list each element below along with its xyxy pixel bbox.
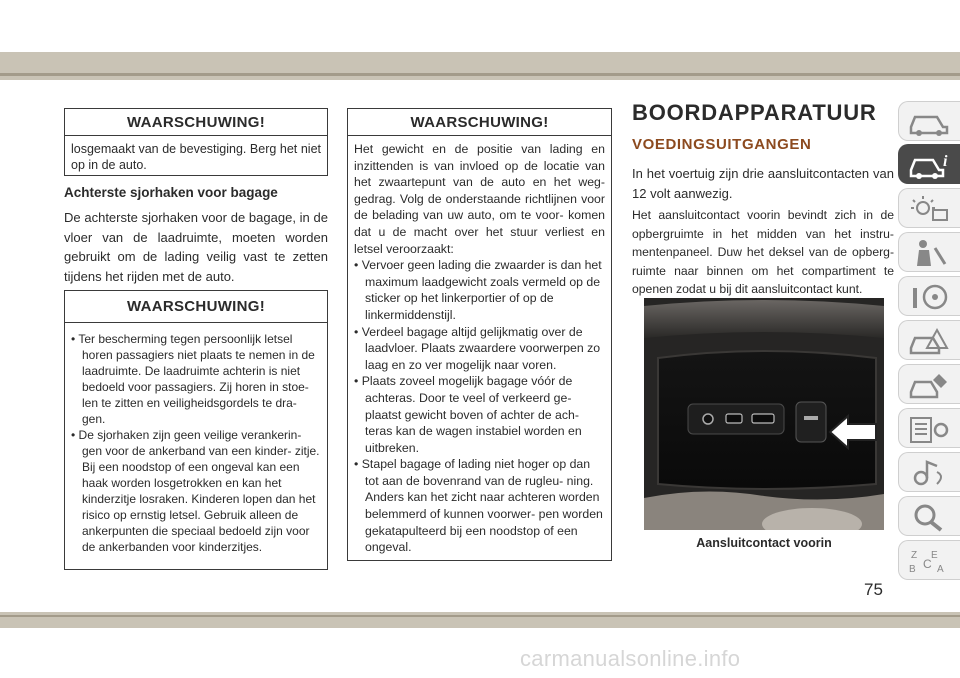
warning-box-continued [64, 108, 328, 176]
svg-text:B: B [909, 564, 916, 575]
outlets-paragraph-1: In het voertuig zijn drie aansluitcontacten van 12 volt aanwezig. [632, 166, 894, 201]
section-heading-tiedown: Achterste sjorhaken voor bagage [64, 185, 278, 200]
tiedown-paragraph: De achterste sjorhaken voor de bagage, in de vloer van de laadruimte, moeten worden gebruikt om de lading veilig vast te zetten tijdens het rijden met de auto. [64, 210, 328, 284]
warning-body [348, 136, 611, 562]
warning-body [65, 323, 327, 561]
warning-bullet: • Ter bescherming tegen persoonlijk letsel horen passagiers niet plaats te nemen in de laadruimte. De laadruimte achterin is niet bedoeld voor passagiers. Zij horen in stoe- len te zitten en veiligheidsgordels te dra- gen. [71, 331, 321, 427]
loading-bullet: • Verdeel bagage altijd gelijkmatig over de laadvloer. Plaats zwaardere voorwerpen zo laag en zo ver mogelijk naar voren. [354, 324, 605, 374]
tab-index-search[interactable] [898, 496, 960, 536]
warning-box-loading [347, 108, 612, 561]
loading-intro: Het gewicht en de positie van lading en inzittenden is van invloed op de locatie van het zwaartepunt van de auto en het weg- gedrag. Volg de onderstaande richtlijnen voor de belading van uw auto, om te voor- komen dat u de macht over het stuur verliest en letsel veroorzaakt: [354, 142, 605, 256]
warning-body [65, 136, 327, 180]
header-stripe [0, 73, 960, 76]
section-title: BOORDAPPARATUUR [632, 100, 877, 125]
tab-starting[interactable] [898, 276, 960, 316]
power-outlet-photo [644, 298, 884, 530]
warning-title: WAARSCHUWING! [65, 291, 327, 323]
starting-driving-icon [907, 282, 951, 312]
index-search-icon [907, 502, 951, 532]
tab-dashboard[interactable] [898, 188, 960, 228]
roadside-emergency-icon [907, 326, 951, 356]
warning-title: WAARSCHUWING! [65, 109, 327, 136]
top-header-band [0, 52, 960, 80]
tab-specifications[interactable] [898, 408, 960, 448]
photo-caption: Aansluitcontact voorin [696, 536, 832, 550]
footer-stripe [0, 615, 960, 617]
warning-title: WAARSCHUWING! [348, 109, 611, 136]
svg-text:C: C [923, 557, 932, 571]
power-outlet-illustration [644, 298, 884, 530]
warning-text: losgemaakt van de bevestiging. Berg het niet op in de auto. [71, 142, 321, 173]
safety-airbag-icon [907, 238, 951, 268]
tab-safety[interactable] [898, 232, 960, 272]
tab-instrument[interactable] [898, 144, 960, 184]
tab-maintenance[interactable] [898, 364, 960, 404]
outlets-paragraph-2: Het aansluitcontact voorin bevindt zich in de opbergruimte in het midden van het instru- mentenpaneel. Duw het deksel van de opberg- ruimte naar binnen om het compartiment te openen zodat u bij dit aansluitcontact kunt. [632, 208, 894, 296]
warning-bullet: • De sjorhaken zijn geen veilige verankerin- gen voor de ankerband van een kinder- zitje. Bij een noodstop of een ongeval kan een haak worden losgetrokken en kan het kinderzitje losraken. Kinderen lopen dan het risico op ernstig letsel. Gebruik alleen de ankerpunten die speciaal bedoeld zijn voor de ankerbanden voor kinderzitjes. [71, 427, 321, 555]
dashboard-lights-icon [907, 194, 951, 224]
alphabetical-index-icon [907, 546, 951, 576]
warning-box-passengers [64, 290, 328, 570]
car-info-icon [907, 150, 951, 180]
svg-text:A: A [937, 564, 944, 575]
loading-bullet: • Stapel bagage of lading niet hoger op dan tot aan de bovenrand van de rugleu- ning. Anders kan het zicht naar achteren worden belemmerd of kunnen voorwer- pen worden gekatapulteerd bij een noodstop of een ongeval. [354, 456, 605, 556]
car-warning-icon [907, 107, 951, 137]
svg-text:i: i [943, 153, 948, 170]
tab-alphabetical-index[interactable] [898, 540, 960, 580]
loading-bullet: • Plaats zoveel mogelijk bagage vóór de achteras. Door te veel of verkeerd ge- plaatst gewicht boven of achter de ach- teras kan de wagen instabiel worden en uitbreken. [354, 373, 605, 456]
tab-multimedia[interactable] [898, 452, 960, 492]
specifications-icon [907, 414, 951, 444]
tab-emergency[interactable] [898, 320, 960, 360]
page-number: 75 [864, 580, 883, 599]
svg-text:Z: Z [911, 550, 918, 561]
multimedia-icon [907, 458, 951, 488]
maintenance-wrench-icon [907, 370, 951, 400]
bottom-footer-band [0, 612, 960, 628]
section-subtitle: VOEDINGSUITGANGEN [632, 136, 812, 153]
watermark: carmanualsonline.info [520, 646, 741, 671]
tab-vehicle[interactable] [898, 101, 960, 141]
loading-bullet: • Vervoer geen lading die zwaarder is dan het maximum laadgewicht zoals vermeld op de sticker op het linkerportier of op de linkermiddenstijl. [354, 257, 605, 323]
svg-text:E: E [931, 550, 938, 561]
